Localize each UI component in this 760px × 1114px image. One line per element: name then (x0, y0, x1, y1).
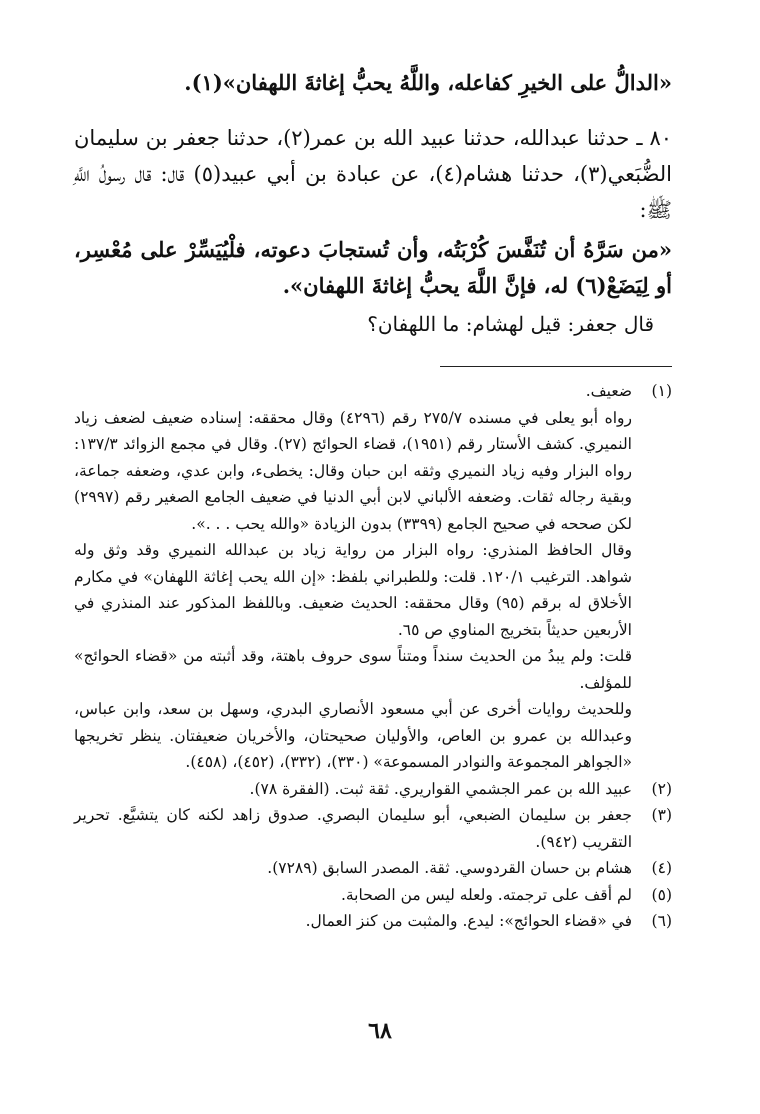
footnote-text: في «قضاء الحوائج»: ليدع. والمثبت من كنز العمال. (305, 912, 632, 930)
page-number: ٦٨ (368, 1018, 392, 1044)
footnote-text: وللحديث روايات أخرى عن أبي مسعود الأنصاري البدري، وسهل بن سعد، وابن عباس، وعبدالله بن عمرو بن العاص، والأوليان صحيحتان، والأخريان ضعيفتان. ينظر تخريجها «الجواهر المجموعة والنوادر المسموعة» (٣٣٠)، (٣٣٢)، (٤٥٢)، (٤٥٨). (74, 700, 632, 771)
footnotes (74, 378, 672, 935)
footnote-number: (٣) (651, 806, 672, 824)
footnote-number: (٢) (651, 779, 672, 798)
footnote-divider (440, 366, 672, 367)
footnote-text: قلت: ولم يبدُ من الحديث سنداً ومتناً سوى حروف باهتة، وقد أثبته من «قضاء الحوائج» للمؤلف. (74, 647, 632, 692)
footnote-text: جعفر بن سليمان الضبعي، أبو سليمان البصري. صدوق زاهد لكنه كان يتشيَّع. تحرير التقريب (٩٤٢). (74, 806, 632, 851)
hadith-text: «من سَرَّهُ أن تُنَفَّسَ كُرْبَتُه، وأن تُستجابَ دعوته، فلْيُيَسِّرْ على مُعْسِر، أو لِيَضَعْ(٦) له، فإنَّ اللَّهَ يحبُّ إغاثةَ اللهفان». (74, 237, 672, 298)
hadith-80-isnad: ٨٠ ـ حدثنا عبدالله، حدثنا عبيد الله بن عمر(٢)، حدثنا جعفر بن سليمان الضُّبَعي(٣)، حدثنا هشام(٤)، عن عبادة بن أبي عبيد(٥) قال: قال رسولُ اللَّهِ ﷺ: (74, 126, 673, 222)
footnote-text: عبيد الله بن عمر الجشمي القواريري. ثقة ثبت. (الفقرة ٧٨). (249, 779, 632, 798)
footnote-4 (74, 855, 672, 882)
footnote-number: (٦) (651, 912, 672, 930)
footnote-number: (٤) (651, 859, 672, 877)
footnote-2 (74, 776, 672, 803)
footnote-text: وقال الحافظ المنذري: رواه البزار من رواية زياد بن عبدالله النميري وقد وثق وله شواهد. الترغيب ١٢٠/١. قلت: وللطبراني بلفظ: «إن الله يحب إغاثة اللهفان» في مكارم الأخلاق له برقم (٩٥) وقال محققه: الحديث ضعيف. وباللفظ المذكور عند المنذري في الأربعين حديثاً بتخريج المناوي ص ٦٥. (74, 541, 632, 639)
footnote-1 (74, 378, 672, 776)
footnote-text: رواه أبو يعلى في مسنده ٢٧٥/٧ رقم (٤٢٩٦) وقال محققه: إسناده ضعيف لضعف زياد النميري. كشف الأستار رقم (١٩٥١)، قضاء الحوائج (٢٧). وقال في مجمع الزوائد ١٣٧/٣: رواه البزار وفيه زياد النميري وثقه ابن حبان وقال: يخطىء، وابن عدي، وضعفه جماعة، وبقية رجاله ثقات. وضعفه الألباني لابن أبي الدنيا في ضعيف الجامع الصغير رقم (٢٩٩٧) لكن صححه في صحيح الجامع (٣٣٩٩) بدون الزيادة «والله يحب . . .». (74, 408, 633, 533)
footnote-text: ضعيف. (585, 382, 632, 400)
footnote-6 (74, 908, 672, 935)
footnote-text: هشام بن حسان القردوسي. ثقة. المصدر السابق (٧٢٨٩). (267, 859, 632, 877)
footnote-text: لم أقف على ترجمته. ولعله ليس من الصحابة. (340, 885, 632, 904)
footnote-number: (١) (651, 382, 672, 400)
footnote-3 (74, 802, 672, 855)
header-quote: «الدالُّ على الخيرِ كفاعله، واللَّهُ يحبُّ إغاثةَ اللهفان»(١). (184, 70, 672, 95)
footnote-5 (74, 882, 672, 909)
jafar-question: قال جعفر: قيل لهشام: ما اللهفان؟ (367, 312, 654, 336)
footnote-number: (٥) (651, 885, 672, 904)
